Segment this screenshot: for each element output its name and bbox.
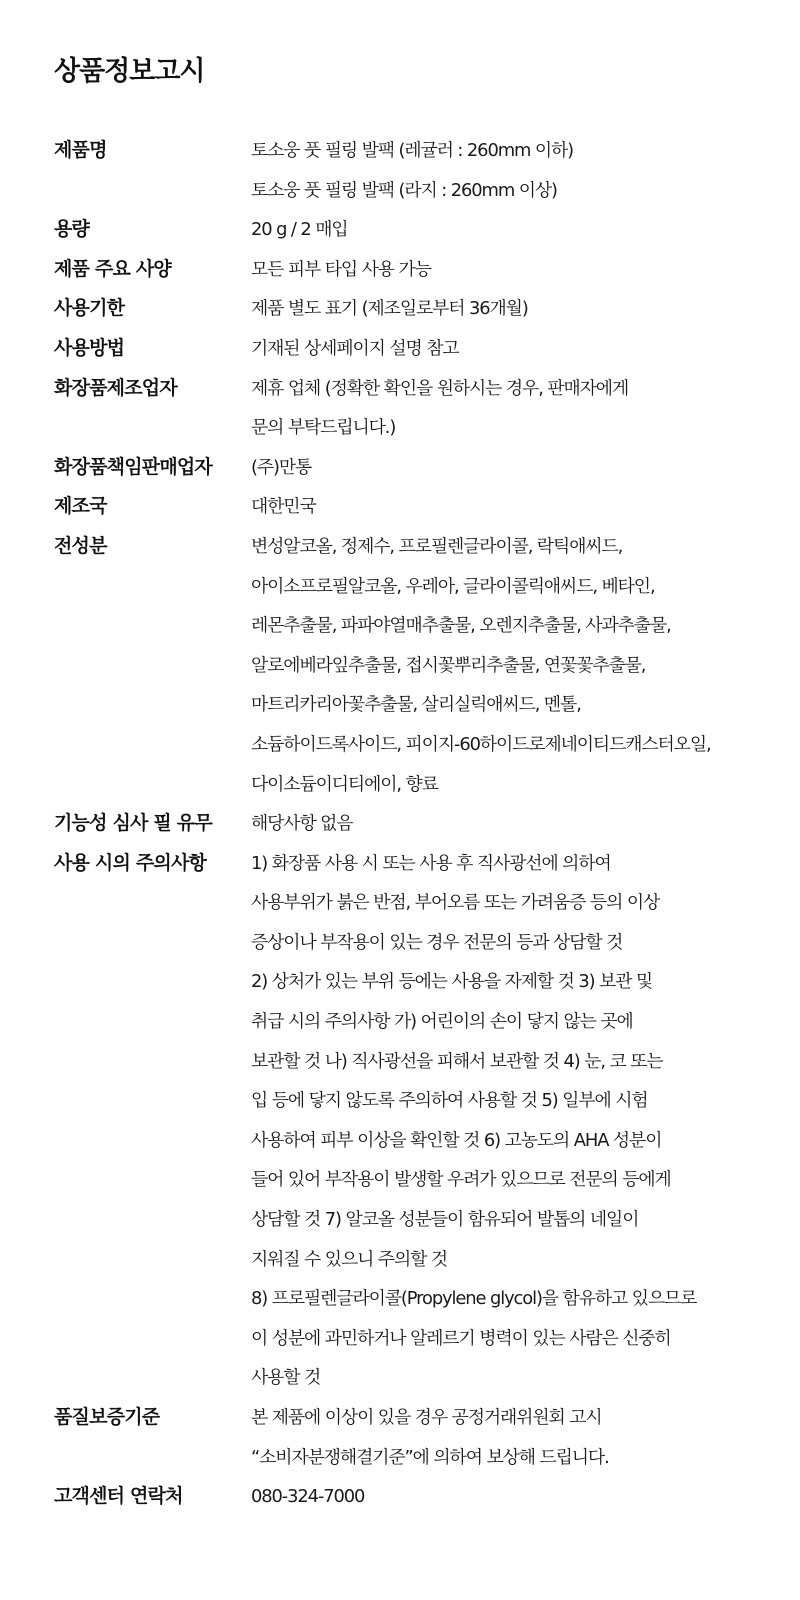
info-row [54,329,794,369]
info-row-label: 고객센터 연락처 [54,1485,183,1508]
info-row-value-line: 제휴 업체 (정확한 확인을 원하시는 경우, 판매자에게 [251,377,629,399]
info-row-value-line: 아이소프로필알코올, 우레아, 글라이콜릭애씨드, 베타인, [251,575,655,597]
info-row-value-line: 문의 부탁드립니다.) [251,417,396,439]
info-row [54,1477,794,1517]
info-row [54,289,794,329]
info-row-label: 제조국 [54,495,107,518]
info-row [54,131,794,210]
info-row-value-line: 사용할 것 [251,1367,321,1389]
info-row [54,448,794,488]
info-row-value [251,804,794,844]
info-row-value [251,289,794,329]
info-row [54,250,794,290]
info-row-value-line: 20 g / 2 매입 [251,219,348,241]
info-row-value [251,329,794,369]
info-row-value [251,210,794,250]
info-row-value [251,448,794,488]
info-row-value-line: 8) 프로필렌글라이콜(Propylene glycol)을 함유하고 있으므로 [251,1288,697,1310]
info-row [54,1398,794,1477]
info-row-value [251,487,794,527]
info-row-value-line: 해당사항 없음 [251,813,353,835]
info-row-label: 화장품책임판매업자 [54,455,212,478]
info-row-value [251,1477,794,1517]
info-table [54,131,794,1517]
info-row-value-line: 변성알코올, 정제수, 프로필렌글라이콜, 락틱애씨드, [251,535,623,557]
info-row-label: 사용 시의 주의사항 [54,851,207,874]
info-row-value [251,131,794,210]
info-row-value-line: 대한민국 [251,496,316,518]
info-row-value-line: 들어 있어 부작용이 발생할 우려가 있으므로 전문의 등에게 [251,1169,671,1191]
info-row-value-line: 모든 피부 타입 사용 가능 [251,258,431,280]
info-row-label: 용량 [54,218,90,241]
info-row-label: 전성분 [54,534,107,557]
info-row-label: 제품 주요 사양 [54,257,171,280]
info-row-label: 화장품제조업자 [54,376,177,399]
info-row-value-line: 지워질 수 있으니 주의할 것 [251,1248,447,1270]
info-row-value [251,1398,794,1477]
info-row-label: 제품명 [54,139,107,161]
info-row-value-line: 레몬추출물, 파파야열매추출물, 오렌지추출물, 사과추출물, [251,615,671,637]
info-row [54,369,794,448]
info-row-value-line: 다이소듐이디티에이, 향료 [251,773,438,795]
page-title: 상품정보고시 [54,56,205,87]
info-row [54,487,794,527]
info-row [54,210,794,250]
info-row-label: 사용기한 [54,297,125,320]
info-row-value-line: 상담할 것 7) 알코올 성분들이 함유되어 발톱의 네일이 [251,1209,639,1231]
info-row-value-line: (주)만통 [251,456,312,478]
info-row-label: 사용방법 [54,336,125,359]
info-row [54,804,794,844]
info-row-value-line: 사용부위가 붉은 반점, 부어오름 또는 가려움증 등의 이상 [251,892,660,914]
info-row-label: 품질보증기준 [54,1406,160,1428]
info-row-value-line: 증상이나 부작용이 있는 경우 전문의 등과 상담할 것 [251,931,623,953]
info-row-value-line: 080-324-7000 [251,1486,365,1508]
info-row-value-line: 사용하여 피부 이상을 확인할 것 6) 고농도의 AHA 성분이 [251,1129,662,1151]
info-row-value-line: 1) 화장품 사용 시 또는 사용 후 직사광선에 의하여 [251,852,611,874]
info-row-value-line: 소듐하이드록사이드, 피이지-60하이드로제네이티드캐스터오일, [251,733,711,755]
info-row-value-line: 알로에베라잎추출물, 접시꽃뿌리추출물, 연꽃꽃추출물, [251,654,646,676]
info-row-value-line: 기재된 상세페이지 설명 참고 [251,337,459,359]
info-row-value-line: 토소웅 풋 필링 발팩 (레귤러 : 260mm 이하) [251,140,574,161]
info-row [54,527,794,804]
info-row-value [251,369,794,448]
info-row-value-line: 2) 상처가 있는 부위 등에는 사용을 자제할 것 3) 보관 및 [251,971,653,993]
info-row-value-line: 토소웅 풋 필링 발팩 (라지 : 260mm 이상) [251,179,557,201]
info-row-value-line: 본 제품에 이상이 있을 경우 공정거래위원회 고시 [251,1407,602,1428]
info-row-value [251,250,794,290]
info-row-value-line: 입 등에 닿지 않도록 주의하여 사용할 것 5) 일부에 시험 [251,1090,648,1112]
info-row-value [251,527,794,804]
info-row-value-line: 이 성분에 과민하거나 알레르기 병력이 있는 사람은 신중히 [251,1327,671,1349]
info-row-label: 기능성 심사 필 유무 [54,812,212,835]
info-row-value-line: 마트리카리아꽃추출물, 살리실릭애씨드, 멘톨, [251,694,581,716]
info-row-value-line: 보관할 것 나) 직사광선을 피해서 보관할 것 4) 눈, 코 또는 [251,1050,663,1072]
info-row-value [251,844,794,1398]
info-row [54,844,794,1398]
info-row-value-line: “소비자분쟁해결기준”에 의하여 보상해 드립니다. [251,1446,609,1468]
info-row-value-line: 취급 시의 주의사항 가) 어린이의 손이 닿지 않는 곳에 [251,1011,633,1033]
info-row-value-line: 제품 별도 표기 (제조일로부터 36개월) [251,298,528,320]
